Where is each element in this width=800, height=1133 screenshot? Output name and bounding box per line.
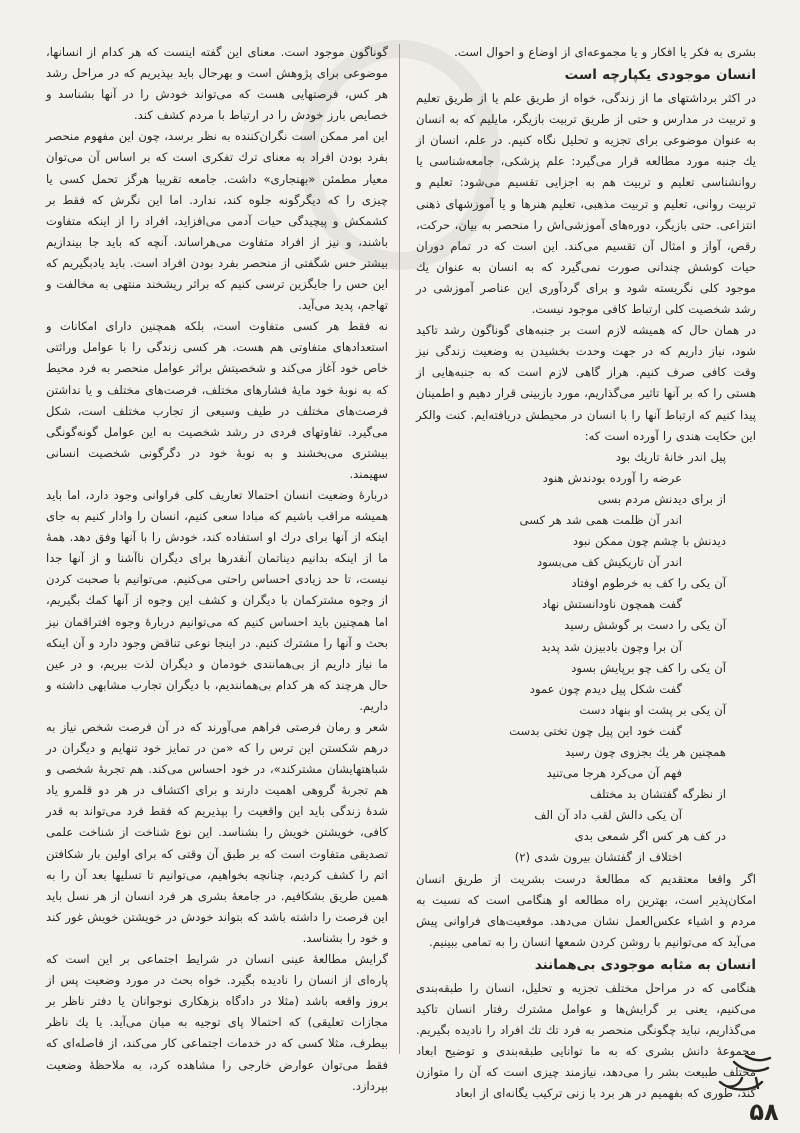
poem-verse: فهم آن می‌کرد هرجا می‌تنید [546, 766, 682, 781]
paragraph: اگر واقعا معتقدیم که مطالعهٔ درست بشریت از طریق انسان امکان‌پذیر است، بهترین راه مطالعه او هنگامی است که نسبت به مردم و اشیاء عکس‌العمل نشان می‌دهد. موقعیت‌های فراوانی پیش می‌آید که می‌توانیم با روشن کردن شمعها انسان را به تمامی ببینیم. [416, 871, 756, 949]
poem-verse: آن یکی دالش لقب داد آن الف [534, 808, 682, 823]
paragraph: دربارهٔ وضعیت انسان احتمالا تعاریف کلی فراوانی وجود دارد، اما باید همیشه مراقب باشیم که مبادا سعی کنیم، انسان را وادار کنیم به جای اینکه از آنها برای درك او استفاده کند، خودش را با آنها وفق دهد. همهٔ ما از اینکه بدانیم دیناتمان آنقدرها برای دیگران ناآشنا و از آنها جدا نیست، تا حد زیادی احساس راحتی می‌کنیم. می‌توانیم با صحبت کردن از وجوه مشترکمان با دیگران و کشف این وجوه از آنها کمك بگیریم، اما همچنین باید احساس کنیم که می‌توانیم دربارهٔ وجوه افتراقمان نیز بحث و آنها را مشترك کنیم. در اینجا نوعی تناقض وجود دارد و آن اینکه ما نیاز داریم از بی‌همانندی خودمان و دیگران لذت ببریم، و در عین حال هرچند که هر کدام بی‌همانندیم، با دیگران تجارب مشابهی داشته و داریم. [46, 487, 388, 713]
poem-verse: گفت شکل پیل دیدم چون عمود [529, 681, 682, 696]
right-column [416, 42, 756, 1105]
page-number: ۵۸ [749, 1098, 779, 1126]
poem-verse: از برای دیدنش مردم بسی [597, 491, 726, 506]
poem-verse: اندر آن ظلمت همی شد هر کسی [519, 512, 682, 527]
poem-verse: عرضه را آورده بودندش هنود [542, 470, 682, 485]
paragraph-intro: بشری به فکر یا افکار و یا مجموعه‌ای از اوضاع و احوال است. [454, 45, 756, 59]
magazine-logo [712, 1052, 776, 1098]
heading-integrated-being: انسان موجودی یکپارچه است [564, 67, 756, 84]
paragraph: این امر ممکن است نگران‌کننده به نظر برسد، چون این مفهوم منحصر بفرد بودن افراد به معنای ترك تفکری است که بر اساس آن می‌توان معیار مطمئن «بهنجاری» داشت. جامعه تقریبا هرگز تحمل کسی یا چیزی را که دیگرگونه جلوه کند، ندارد. اما این نگرش که فقط بر کشمکش و پیچیدگی حیات آدمی می‌افزاید، افراد را از اینکه متفاوت باشند، و نیز از افراد متفاوت می‌هراساند. آنچه که باید جا بیندازیم بیشتر حس شگفتی از منحصر بفرد بودن افراد است. باید یادبگیریم که این حس را جایگزین ترسی کنیم که براثر ریشخند منتهی به مخالفت و تهاجم، پدید می‌آید. [46, 129, 388, 313]
heading-unique-being: انسان به مثابه موجودی بی‌همانند [534, 956, 756, 973]
paragraph: شعر و رمان فرصتی فراهم می‌آورند که در آن فرصت شخص نیاز به درهم شکستن این ترس را که «من در تمایز خود تنهایم و دیگران در شباهتهایشان مشترکند»، در خود احساس می‌کند. هم تجربهٔ شخصی و هم تجربهٔ گروهی اهمیت دارند و برای اکتشاف در هر دو قلمرو یاد شدهٔ زندگی باید این واقعیت را بپذیریم که فقط فرد می‌تواند به قدر کافی، خویشتن خویش را بشناسد. این نوع شناخت از شناخت علمی تصدیقی متفاوت است که بر طبق آن وقتی که برای اولین بار شکافتن اتم را کشف کردیم، چنانچه بخواهیم، می‌توانیم تا تسلیها بعد آن را به همین طریق بشکافیم. در جامعهٔ بشری هر فرد انسان از هر نسل باید این فرصت را داشته باشد که بتواند خودش در خویشتن خویش غور کند و خود را بشناسد. [46, 720, 388, 945]
poem-verse: پیل اندر خانهٔ تاریك بود [615, 449, 726, 464]
poem-verse: دیدنش با چشم چون ممکن نبود [572, 534, 726, 549]
poem-verse: آن یکی را کف چو برپایش بسود [571, 660, 726, 675]
paragraph: گرایش مطالعهٔ عینی انسان در شرایط اجتماعی بر این است که پاره‌ای از انسان را نادیده بگیرد. خواه بحث در مورد وضعیت پس از بروز واقعه باشد (مثلا در دادگاه بزهکاری نوجوانان یا دفتر ناظر بر مجازات تعلیقی) که احتمالا پای توجیه به میان می‌آید. یا یك ناظر بیطرف، مثلا کسی که در خدمات اجتماعی کار می‌کند، از فاصله‌ای که فقط می‌توان عوارض خارجی را مشاهده کرد، به ملاحظهٔ وضعیت بپردازد. [46, 952, 388, 1093]
poem-verse: آن یکی را کف به خرطوم اوفتاد [571, 576, 726, 591]
paragraph: گوناگون موجود است. معنای این گفته اینست که هر کدام از انسانها، موضوعی برای پژوهش است و بهرحال باید بپذیریم که در مراحل رشد هر کس، فرصتهایی هست که می‌تواند خودش را در آنها بشناسد و خصایص بارز خودش را در ارتباط با مردم کشف کند. [46, 45, 388, 123]
poem [416, 447, 756, 869]
poem-verse: گفت خود این پیل چون تختی بدست [509, 723, 682, 738]
paragraph: نه فقط هر کسی متفاوت است، بلکه همچنین دارای امکانات و استعدادهای متفاوتی هم هست. هر کسی زندگی را با عوامل وراثتی خاص خود آغاز می‌کند و شخصیتش براثر عوامل منحصر به فرد محیط که به نوبهٔ خود مایهٔ فشارهای مختلف، فرصت‌های مختلف و یا نداشتن فرصت‌های مختلف در طیف وسیعی از تجارب مختلف است، شکل می‌گیرد. تفاوتهای فردی در رشد شخصیت به این عوامل گونه‌گونگی بیشتری می‌بخشند و به نوبهٔ خود در دگرگونی شخصیت انسانی سهیمند. [46, 319, 388, 481]
poem-verse: آن برا وچون بادبیزن شد پدید [541, 639, 682, 654]
paragraph: در اکثر برداشتهای ما از زندگی، خواه از طریق علم یا از طریق تعلیم و تربیت در مدارس و حتی از طریق تربیت بازیگر، مایلیم که به انسان به عنوان موضوعی برای تجزیه و تحلیل نگاه کنیم. در علم، انسان از یك جنبه مورد مطالعه قرار می‌گیرد: علم پزشکی، جامعه‌شناسی یا روانشناسی تعلیم و تربیت هم به اجزایی تقسیم می‌شود: تعلیم و تربیت روانی، تعلیم و تربیت مذهبی، تعلیم هنرها و یا آموزشهای ذهنی انتزاعی. حتی بازیگر، دوره‌های آموزشی‌اش را منحصر به بیان، حرکت، رقص، آواز و امثال آن تقسیم می‌کند. این است که در تمام دوران حیات کوشش چندانی صورت نمی‌گیرد که به انسان به عنوان یك موجود کلی نگریسته شود و برای گردآوری این عناصر آموزشی در رشد شخصیت کلی ارتباط کافی موجود نیست. [416, 91, 756, 317]
poem-verse: گفت همچون ناودانستش نهاد [542, 597, 682, 612]
paragraph: در همان حال که همیشه لازم است بر جنبه‌های گوناگون رشد تاکید شود، نیاز داریم که در جهت وحدت بخشیدن به وضعیت زندگی نیز وقت کافی صرف کنیم. هراز گاهی لازم است که به جنبه‌هایی از هستی را که بر آنها تاثیر می‌گذاریم، مورد بازبینی قرار دهیم و اطمینان پیدا کنیم که ارتباط آنها را با انسان در محیطش دریافته‌ایم. کنت والکر این حکایت هندی را آورده است که: [416, 323, 756, 443]
column-divider [399, 44, 400, 1054]
poem-verse: همچنین هر یك بجزوی چون رسید [565, 745, 726, 759]
poem-verse: اندر آن تاریکیش کف می‌بسود [537, 555, 682, 570]
poem-verse: آن یکی بر پشت او بنهاد دست [579, 702, 726, 717]
left-column [46, 42, 388, 1097]
poem-verse: اختلاف از گفتشان بیرون شدی (۲) [514, 850, 682, 865]
poem-verse: آن یکی را دست بر گوشش رسید [564, 618, 726, 633]
paragraph: هنگامی که در مراحل مختلف تجزیه و تحلیل، انسان را طبقه‌بندی می‌کنیم، یعنی بر گرایش‌ها و عوامل مشترك رفتار انسان تاکید می‌گذاریم، نباید چگونگی منحصر به فرد تك تك افراد را نادیده بگیریم. مجموعهٔ دانش بشری که به ما توانایی طبقه‌بندی و توضیح ابعاد مختلف طبیعت بشر را می‌دهد، نیازمند چیزی است که آن را متوازن کند، طوری که بفهمیم در هر برد با زنی ترکیب یگانه‌ای از ابعاد [416, 980, 756, 1101]
poem-verse: در کف هر کس اگر شمعی بدی [574, 829, 726, 844]
poem-verse: از نظرگه گفتشان بد مختلف [589, 787, 726, 802]
